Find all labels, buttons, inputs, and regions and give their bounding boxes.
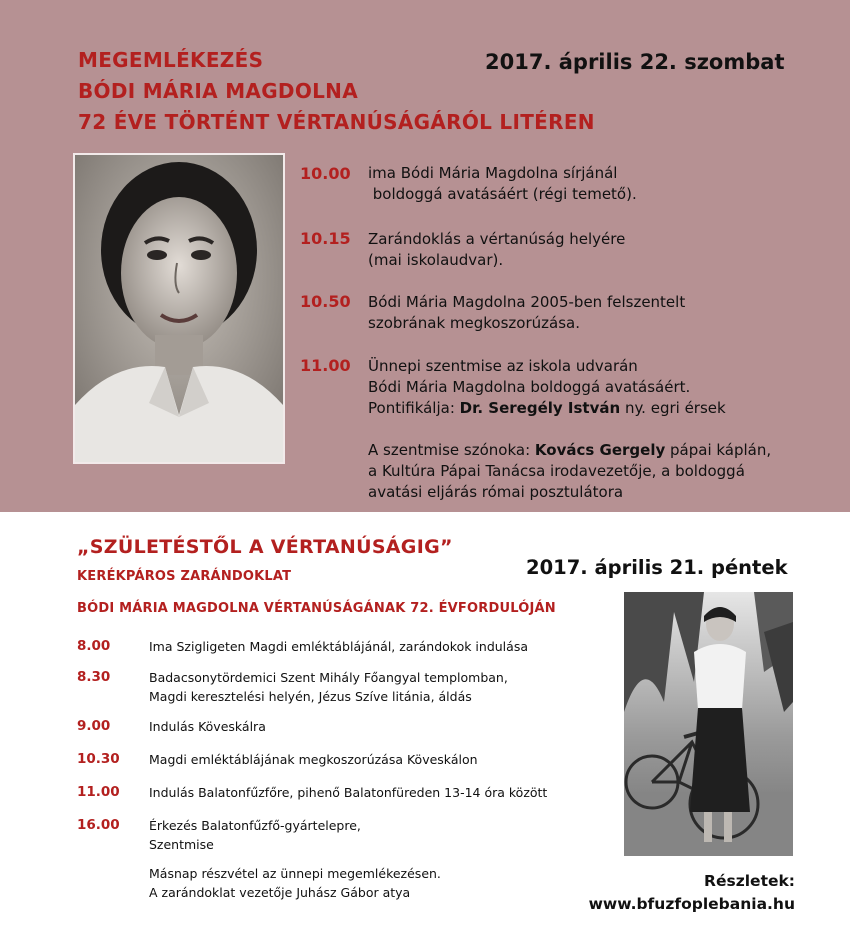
ride-line: Magdi keresztelési helyén, Jézus Szíve litánia, áldás: [149, 689, 472, 704]
ride-line: Érkezés Balatonfűzfő-gyártelepre,: [149, 818, 361, 833]
ride-line: Indulás Köveskálra: [149, 719, 266, 734]
schedule-time-1015: 10.15: [300, 229, 351, 248]
event-date: 2017. április 22. szombat: [485, 50, 785, 74]
schedule-time-1100: 11.00: [300, 356, 351, 375]
schedule-desc-1000: [368, 163, 637, 205]
ride-desc-1100: [149, 783, 547, 802]
schedule-time-1000: 10.00: [300, 164, 351, 183]
ride-desc-830: [149, 668, 508, 706]
preacher-info: [368, 440, 771, 503]
schedule-line: Ünnepi szentmise az iskola udvarán: [368, 357, 638, 375]
anniversary-subtitle: BÓDI MÁRIA MAGDOLNA VÉRTANÚSÁGÁNAK 72. ÉVFORDULÓJÁN: [77, 601, 556, 616]
ride-time-800: 8.00: [77, 638, 111, 654]
schedule-desc-1100: [368, 356, 726, 419]
ride-time-900: 9.00: [77, 718, 111, 734]
schedule-line: Zarándoklás a vértanúság helyére: [368, 230, 626, 248]
ride-line: Szentmise: [149, 837, 214, 852]
preacher-name: Kovács Gergely: [534, 441, 666, 459]
ride-desc-800: [149, 637, 528, 656]
ride-time-1100: 11.00: [77, 784, 120, 800]
ride-line: Ima Szigligeten Magdi emléktáblájánál, zarándokok indulása: [149, 639, 528, 654]
pontifex-name: Dr. Seregély István: [459, 399, 621, 417]
schedule-line: boldoggá avatásáért (régi temető).: [368, 185, 637, 203]
schedule-desc-1050: [368, 292, 685, 334]
ride-time-830: 8.30: [77, 669, 111, 685]
ride-time-1030: 10.30: [77, 751, 120, 767]
pilgrimage-subtitle: KERÉKPÁROS ZARÁNDOKLAT: [77, 569, 292, 584]
event-title-line-3: 72 ÉVE TÖRTÉNT VÉRTANÚSÁGÁRÓL LITÉREN: [78, 110, 595, 134]
schedule-time-1050: 10.50: [300, 292, 351, 311]
preacher-line-2: a Kultúra Pápai Tanácsa irodavezetője, a boldoggá: [368, 462, 745, 480]
event-title-line-1: MEGEMLÉKEZÉS: [78, 48, 264, 72]
pontifex-label: Pontifikálja:: [368, 399, 455, 417]
preacher-line: [368, 440, 771, 461]
ride-line: Badacsonytördemici Szent Mihály Főangyal templomban,: [149, 670, 508, 685]
schedule-line: Bódi Mária Magdolna boldoggá avatásáért.: [368, 378, 691, 396]
details-label: Részletek:: [704, 872, 795, 890]
preacher-line-3: avatási eljárás római posztulátora: [368, 483, 624, 501]
schedule-line: Bódi Mária Magdolna 2005-ben felszentelt: [368, 293, 686, 311]
note-line: Másnap részvétel az ünnepi megemlékezésen.: [149, 866, 441, 881]
ride-line: Indulás Balatonfűzfőre, pihenő Balatonfüreden 13-14 óra között: [149, 785, 548, 800]
website-link[interactable]: www.bfuzfoplebania.hu: [588, 895, 795, 913]
pilgrimage-notes: [149, 864, 441, 902]
portrait-photo: [73, 153, 285, 464]
note-line: A zarándoklat vezetője Juhász Gábor atya: [149, 885, 411, 900]
ride-line: Magdi emléktáblájának megkoszorúzása Köveskálon: [149, 752, 478, 767]
ride-desc-1600: [149, 816, 361, 854]
schedule-desc-1015: [368, 229, 625, 271]
preacher-prefix: A szentmise szónoka:: [368, 441, 535, 459]
schedule-line: ima Bódi Mária Magdolna sírjánál: [368, 164, 618, 182]
ride-desc-1030: [149, 750, 478, 769]
ride-time-1600: 16.00: [77, 817, 120, 833]
event-title-line-2: BÓDI MÁRIA MAGDOLNA: [78, 79, 358, 103]
pilgrimage-title: „SZÜLETÉSTŐL A VÉRTANÚSÁGIG”: [77, 536, 453, 558]
pilgrimage-date: 2017. április 21. péntek: [526, 556, 788, 579]
schedule-line: szobrának megkoszorúzása.: [368, 314, 580, 332]
ride-desc-900: [149, 717, 266, 736]
schedule-line: (mai iskolaudvar).: [368, 251, 504, 269]
pontifex-line: [368, 398, 726, 419]
preacher-suffix: pápai káplán,: [665, 441, 772, 459]
pontifex-title: ny. egri érsek: [620, 399, 726, 417]
bicycle-photo: [624, 592, 793, 856]
